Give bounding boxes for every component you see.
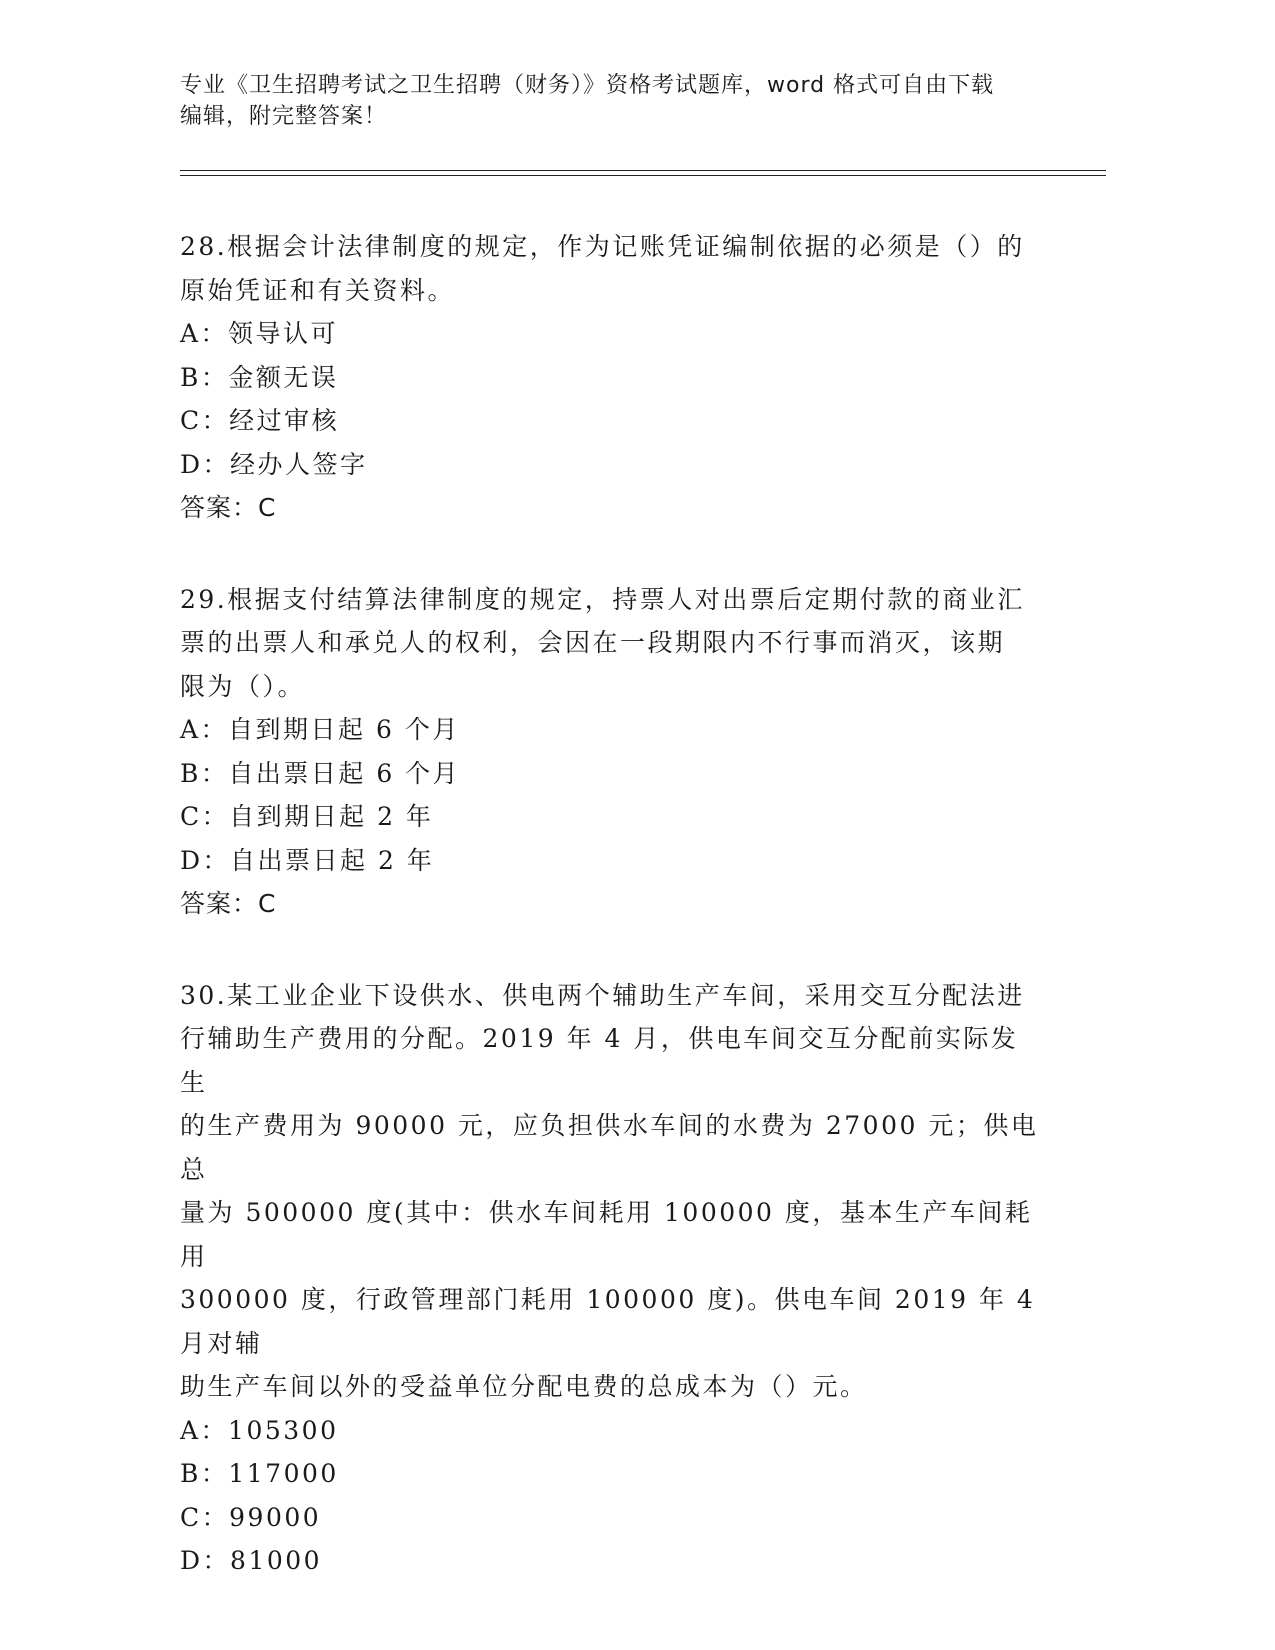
option-b: B：金额无误 [180,362,339,392]
option-a: A：领导认可 [180,319,339,348]
stem-line: 行辅助生产费用的分配。2019 年 4 月，供电车间交互分配前实际发生 [180,1024,1019,1097]
header-line-1: 专业《卫生招聘考试之卫生招聘（财务）》资格考试题库，word 格式可自由下载 [180,73,995,98]
option-a: A：105300 [180,1415,339,1445]
header-divider-bottom [180,175,1106,176]
option-d: D：自出票日起 2 年 [180,845,435,875]
option-b: B：117000 [180,1459,339,1488]
answer-line: 答案：C [180,493,277,522]
question-stem [180,974,1040,1409]
option-c: C：99000 [180,1502,322,1532]
option-d: D：经办人签字 [180,449,368,479]
stem-line: 300000 度，行政管理部门耗用 100000 度)。供电车间 2019 年 4 月对辅 [180,1285,1036,1358]
option-c: C：自到期日起 2 年 [180,802,434,831]
stem-line: 票的出票人和承兑人的权利，会因在一段期限内不行事而消灭，该期 [180,628,1006,657]
question-30 [180,974,1040,1583]
question-spacer [180,926,1040,974]
stem-line: 量为 500000 度(其中：供水车间耗用 100000 度，基本生产车间耗用 [180,1198,1033,1271]
option-b: B：自出票日起 6 个月 [180,758,461,788]
option-c: C：经过审核 [180,406,340,435]
header-line-2: 编辑，附完整答案！ [180,104,388,129]
question-stem [180,578,1040,709]
stem-line: 助生产车间以外的受益单位分配电费的总成本为（）元。 [180,1372,868,1401]
document-header [180,70,1060,132]
answer-line: 答案：C [180,889,277,918]
stem-line: 原始凭证和有关资料。 [180,275,456,305]
question-29 [180,578,1040,926]
question-spacer [180,530,1040,578]
option-d: D：81000 [180,1546,323,1575]
question-list [180,225,1040,1583]
question-28 [180,225,1040,530]
question-stem [180,225,1040,312]
stem-line: 的生产费用为 90000 元，应负担供水车间的水费为 27000 元；供电总 [180,1111,1039,1184]
stem-line: 29.根据支付结算法律制度的规定，持票人对出票后定期付款的商业汇 [180,584,1025,614]
stem-line: 30.某工业企业下设供水、供电两个辅助生产车间，采用交互分配法进 [180,980,1025,1010]
stem-line: 限为（）。 [180,671,306,701]
stem-line: 28.根据会计法律制度的规定，作为记账凭证编制依据的必须是（）的 [180,232,1025,261]
option-a: A：自到期日起 6 个月 [180,715,460,744]
header-divider-top [180,170,1106,171]
